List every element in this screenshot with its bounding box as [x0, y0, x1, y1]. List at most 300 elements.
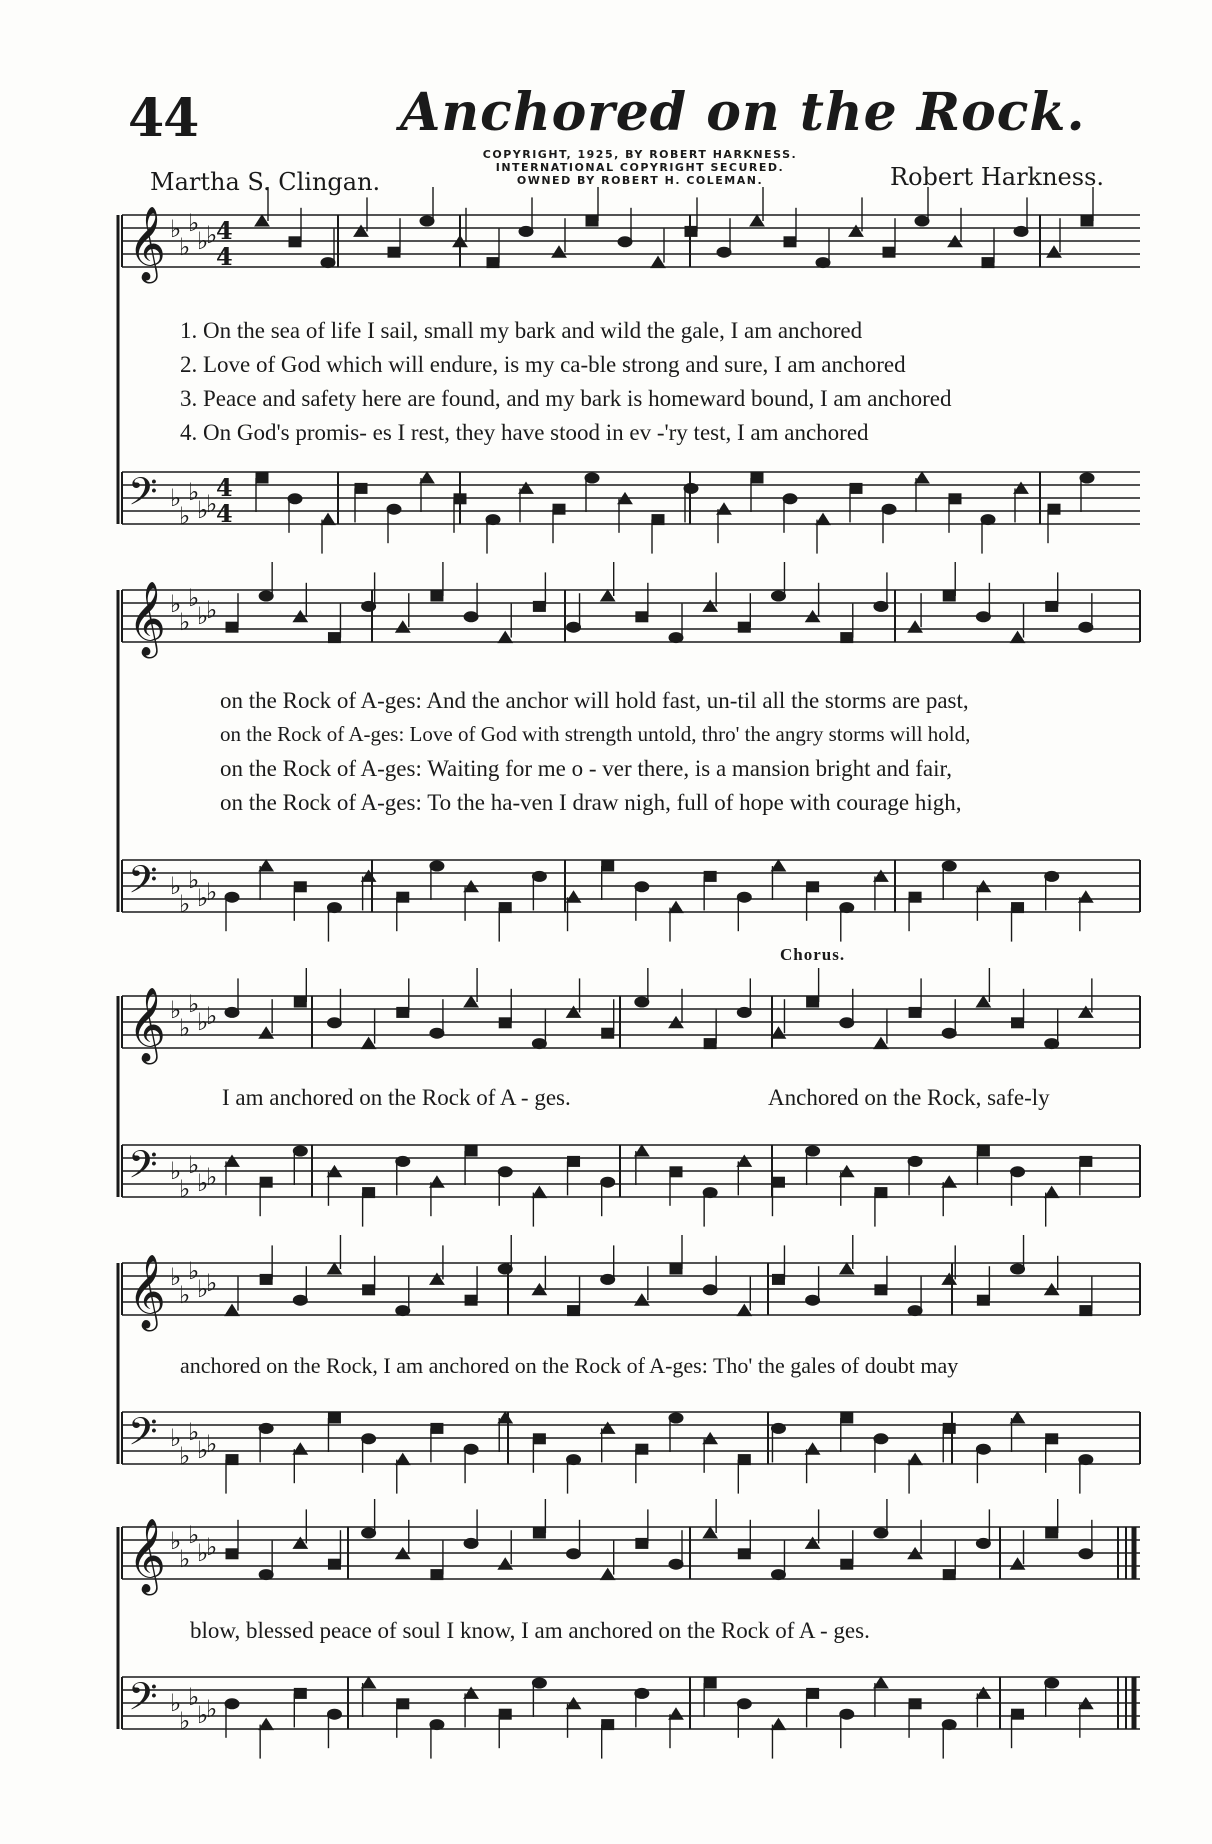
- note-head: [226, 1549, 238, 1559]
- note-head: [256, 473, 268, 483]
- flat-icon: ♭: [170, 1424, 182, 1452]
- note-head: [362, 870, 376, 881]
- note-head: [259, 1027, 273, 1038]
- note-head: [1079, 622, 1093, 632]
- note-head: [327, 1709, 341, 1719]
- note-head: [532, 1187, 546, 1198]
- note-head: [532, 1678, 546, 1688]
- note-head: [1080, 1306, 1092, 1316]
- note-head: [841, 1413, 853, 1423]
- note-head: [635, 882, 649, 892]
- note-head: [567, 1455, 581, 1465]
- note-head: [362, 1677, 376, 1688]
- flat-icon: ♭: [197, 602, 209, 630]
- note-head: [430, 861, 444, 871]
- note-head: [397, 892, 409, 902]
- flat-icon: ♭: [197, 1275, 209, 1303]
- note-head: [751, 473, 763, 483]
- verse-3-line-2: on the Rock of A-ges: Waiting for me o - ver there, is a mansion bright and fair,: [220, 756, 952, 781]
- flat-icon: ♭: [179, 502, 191, 530]
- note-head: [430, 1176, 444, 1187]
- verse-3-line-1: 3. Peace and safety here are found, and my bark is homeward bound, I am anchored: [180, 386, 952, 411]
- note-head: [430, 1028, 444, 1038]
- flat-icon: ♭: [206, 1002, 218, 1030]
- flat-icon: ♭: [188, 866, 200, 894]
- time-signature: 4: [216, 499, 233, 528]
- note-head: [293, 1146, 307, 1156]
- note-head: [519, 226, 533, 236]
- author: Martha S. Clingan.: [150, 168, 381, 196]
- note-head: [532, 1039, 546, 1049]
- note-head: [498, 1412, 512, 1423]
- note-head: [737, 1007, 751, 1017]
- note-head: [431, 1423, 443, 1433]
- verse-1-line-1: 1. On the sea of life I sail, small my bark and wild the gale, I am anchored: [180, 318, 863, 343]
- flat-icon: ♭: [206, 221, 218, 249]
- note-head: [567, 1006, 581, 1017]
- note-head: [420, 472, 434, 483]
- note-head: [772, 1177, 784, 1187]
- note-head: [328, 1413, 340, 1423]
- note-head: [771, 1423, 785, 1433]
- note-head: [487, 258, 499, 268]
- note-head: [586, 216, 598, 226]
- note-head: [750, 215, 764, 226]
- note-head: [976, 1687, 990, 1698]
- note-head: [704, 871, 716, 881]
- note-head: [552, 246, 566, 257]
- note-head: [981, 515, 995, 525]
- note-head: [226, 622, 238, 632]
- note-head: [909, 1699, 921, 1709]
- flat-icon: ♭: [197, 884, 209, 912]
- note-head: [465, 1146, 477, 1156]
- note-head: [737, 892, 751, 902]
- note-head: [806, 1146, 820, 1156]
- note-head: [875, 1285, 887, 1295]
- note-head: [669, 1708, 683, 1719]
- note-head: [397, 1007, 409, 1017]
- flat-icon: ♭: [188, 1418, 200, 1446]
- note-head: [293, 1537, 307, 1548]
- note-head: [225, 1699, 239, 1709]
- flat-icon: ♭: [188, 1521, 200, 1549]
- flat-icon: ♭: [179, 1545, 191, 1573]
- note-head: [396, 1306, 410, 1316]
- note-head: [840, 1018, 854, 1028]
- flat-icon: ♭: [179, 233, 191, 261]
- note-head: [1045, 1039, 1059, 1049]
- note-head: [431, 1570, 443, 1580]
- copyright-line: OWNED BY ROBERT H. COLEMAN.: [516, 174, 764, 187]
- treble-clef-icon: 𝄞: [128, 582, 166, 656]
- chorus-line-1: Anchored on the Rock, safe-ly: [768, 1085, 1050, 1110]
- note-head: [601, 1422, 615, 1433]
- note-head: [1080, 1156, 1092, 1166]
- note-head: [396, 621, 410, 632]
- note-head: [1011, 632, 1025, 643]
- note-head: [807, 997, 819, 1007]
- note-head: [737, 1155, 751, 1166]
- note-head: [1014, 482, 1028, 493]
- flat-icon: ♭: [206, 1533, 218, 1561]
- note-head: [685, 226, 697, 236]
- note-head: [464, 1444, 478, 1454]
- flat-icon: ♭: [188, 990, 200, 1018]
- note-head: [883, 247, 895, 257]
- flat-icon: ♭: [197, 1701, 209, 1729]
- note-head: [388, 247, 400, 257]
- note-head: [738, 1549, 750, 1559]
- note-head: [499, 903, 511, 913]
- note-head: [908, 621, 922, 632]
- note-head: [1048, 504, 1060, 514]
- note-head: [1045, 1187, 1059, 1198]
- note-head: [1046, 601, 1058, 611]
- note-head: [293, 1443, 307, 1454]
- note-head: [1011, 1558, 1025, 1569]
- note-head: [636, 612, 648, 622]
- time-signature: 4: [216, 216, 233, 245]
- note-head: [289, 237, 301, 247]
- note-head: [703, 1527, 717, 1538]
- note-head: [1080, 473, 1094, 483]
- note-head: [976, 1538, 990, 1548]
- note-head: [601, 1274, 615, 1284]
- note-head: [976, 1444, 990, 1454]
- flat-icon: ♭: [206, 596, 218, 624]
- note-head: [568, 1156, 580, 1166]
- note-head: [942, 1273, 956, 1284]
- note-head: [669, 1413, 683, 1423]
- note-head: [807, 1688, 819, 1698]
- note-head: [533, 1528, 545, 1538]
- treble-clef-icon: 𝄞: [128, 988, 166, 1062]
- note-head: [1079, 891, 1093, 902]
- note-head: [465, 1295, 477, 1305]
- treble-clef-icon: 𝄞: [128, 207, 166, 281]
- bass-clef-icon: 𝄢: [128, 1674, 158, 1728]
- flat-icon: ♭: [188, 1257, 200, 1285]
- note-head: [977, 1295, 989, 1305]
- note-head: [915, 472, 929, 483]
- note-head: [321, 514, 335, 525]
- flat-icon: ♭: [188, 1683, 200, 1711]
- flat-icon: ♭: [179, 1014, 191, 1042]
- note-head: [293, 1295, 307, 1305]
- note-head: [772, 1274, 784, 1284]
- note-head: [976, 996, 990, 1007]
- flat-icon: ♭: [197, 1169, 209, 1197]
- flat-icon: ♭: [206, 878, 218, 906]
- note-head: [464, 1538, 478, 1548]
- note-head: [259, 1719, 273, 1730]
- note-head: [226, 1455, 238, 1465]
- note-head: [738, 1455, 750, 1465]
- bass-clef-icon: 𝄢: [128, 1409, 158, 1463]
- verse-2-line-1: 2. Love of God which will endure, is my ca-ble strong and sure, I am anchored: [180, 352, 906, 377]
- note-head: [431, 591, 443, 601]
- note-head: [636, 1538, 648, 1548]
- flat-icon: ♭: [188, 209, 200, 237]
- flat-icon: ♭: [179, 1707, 191, 1735]
- note-head: [321, 258, 335, 268]
- note-head: [602, 1028, 614, 1038]
- note-head: [567, 1549, 581, 1559]
- note-head: [567, 891, 581, 902]
- flat-icon: ♭: [170, 996, 182, 1024]
- flat-icon: ♭: [179, 608, 191, 636]
- note-head: [771, 860, 785, 871]
- note-head: [669, 902, 683, 913]
- note-head: [355, 483, 367, 493]
- note-head: [635, 997, 649, 1007]
- note-head: [874, 1677, 888, 1688]
- note-head: [601, 1177, 615, 1187]
- note-head: [1079, 1549, 1093, 1559]
- note-head: [1045, 871, 1059, 881]
- note-head: [874, 870, 888, 881]
- note-head: [259, 1423, 273, 1433]
- note-head: [717, 503, 731, 514]
- note-head: [1079, 1006, 1093, 1017]
- note-head: [328, 633, 340, 643]
- note-head: [806, 1295, 820, 1305]
- note-head: [976, 612, 990, 622]
- note-head: [499, 1018, 511, 1028]
- bass-clef-icon: 𝄢: [128, 469, 158, 523]
- note-head: [849, 225, 863, 236]
- note-head: [498, 1264, 512, 1274]
- verse-1-line-2: on the Rock of A-ges: And the anchor will hold fast, un-til all the storms are past,: [220, 688, 969, 713]
- note-head: [1047, 246, 1061, 257]
- note-head: [396, 1156, 410, 1166]
- flat-icon: ♭: [170, 1527, 182, 1555]
- note-head: [908, 1306, 922, 1316]
- flat-icon: ♭: [188, 478, 200, 506]
- note-head: [737, 1305, 751, 1316]
- note-head: [816, 258, 830, 268]
- note-head: [684, 483, 698, 493]
- note-head: [703, 1285, 717, 1295]
- note-head: [943, 591, 955, 601]
- note-head: [908, 1156, 922, 1166]
- note-head: [737, 1699, 751, 1709]
- note-head: [840, 903, 854, 913]
- note-head: [363, 1188, 375, 1198]
- flat-icon: ♭: [197, 1539, 209, 1567]
- copyright-notice: [450, 148, 830, 187]
- flat-icon: ♭: [197, 227, 209, 255]
- chorus-line-3: blow, blessed peace of soul I know, I am anchored on the Rock of A - ges.: [190, 1618, 870, 1643]
- note-head: [1012, 1709, 1024, 1719]
- note-head: [225, 1155, 239, 1166]
- note-head: [882, 504, 896, 514]
- note-head: [464, 996, 478, 1007]
- note-head: [225, 892, 239, 902]
- note-head: [841, 1559, 853, 1569]
- note-head: [738, 622, 750, 632]
- copyright-line: COPYRIGHT, 1925, BY ROBERT HARKNESS.: [482, 148, 798, 161]
- note-head: [294, 882, 306, 892]
- note-head: [601, 1569, 615, 1580]
- note-head: [1014, 226, 1028, 236]
- note-head: [1012, 1018, 1024, 1028]
- note-head: [840, 1709, 854, 1719]
- note-head: [601, 590, 615, 601]
- note-head: [1079, 1455, 1093, 1465]
- note-head: [553, 504, 565, 514]
- note-head: [875, 1188, 887, 1198]
- note-head: [635, 1294, 649, 1305]
- note-head: [328, 1559, 340, 1569]
- note-head: [850, 483, 862, 493]
- note-head: [977, 1146, 989, 1156]
- flat-icon: ♭: [206, 1430, 218, 1458]
- note-head: [259, 860, 273, 871]
- note-head: [499, 1709, 511, 1719]
- hymn-title: Anchored on the Rock.: [400, 82, 1086, 143]
- note-head: [704, 1678, 716, 1688]
- flat-icon: ♭: [206, 1269, 218, 1297]
- note-head: [568, 1306, 580, 1316]
- note-head: [354, 225, 368, 236]
- note-head: [397, 1699, 409, 1709]
- flat-icon: ♭: [188, 1151, 200, 1179]
- note-head: [942, 1028, 956, 1038]
- note-head: [533, 601, 545, 611]
- note-head: [669, 633, 683, 643]
- hymn-number: 44: [128, 88, 199, 149]
- flat-icon: ♭: [170, 1157, 182, 1185]
- verse-4-line-2: on the Rock of A-ges: To the ha-ven I draw nigh, full of hope with courage high,: [220, 790, 962, 815]
- note-head: [703, 600, 717, 611]
- note-head: [670, 1167, 682, 1177]
- flat-icon: ♭: [170, 590, 182, 618]
- note-head: [362, 1528, 376, 1538]
- flat-icon: ♭: [179, 890, 191, 918]
- note-head: [387, 504, 401, 514]
- flat-icon: ♭: [197, 1008, 209, 1036]
- note-head: [618, 237, 632, 247]
- note-head: [771, 1719, 785, 1730]
- chorus-label: Chorus.: [780, 945, 846, 964]
- flat-icon: ♭: [170, 1263, 182, 1291]
- flat-icon: ♭: [179, 1175, 191, 1203]
- note-head: [806, 1537, 820, 1548]
- note-head: [602, 1720, 614, 1730]
- note-head: [1046, 1434, 1058, 1444]
- note-head: [464, 1687, 478, 1698]
- note-head: [909, 892, 921, 902]
- note-head: [430, 1273, 444, 1284]
- note-head: [949, 494, 961, 504]
- flat-icon: ♭: [170, 1689, 182, 1717]
- note-head: [602, 861, 614, 871]
- treble-clef-icon: 𝄞: [128, 1519, 166, 1593]
- note-head: [670, 1264, 682, 1274]
- refrain-line: I am anchored on the Rock of A - ges.: [222, 1085, 571, 1110]
- note-head: [942, 1176, 956, 1187]
- verse-2-line-2: on the Rock of A-ges: Love of God with strength untold, thro' the angry storms will hold,: [220, 722, 971, 746]
- flat-icon: ♭: [170, 215, 182, 243]
- note-head: [942, 861, 956, 871]
- note-head: [669, 1559, 683, 1569]
- note-head: [225, 1007, 239, 1017]
- note-head: [771, 1570, 785, 1580]
- chorus-line-2: anchored on the Rock, I am anchored on the Rock of A-ges: Tho' the gales of doubt may: [180, 1353, 959, 1378]
- verse-4-line-1: 4. On God's promis- es I rest, they have stood in ev -'ry test, I am anchored: [180, 420, 869, 445]
- note-head: [943, 1570, 955, 1580]
- bass-clef-icon: 𝄢: [128, 857, 158, 911]
- note-head: [454, 494, 466, 504]
- bass-clef-icon: 𝄢: [128, 1142, 158, 1196]
- note-head: [486, 515, 500, 525]
- note-head: [498, 1167, 512, 1177]
- note-head: [294, 1688, 306, 1698]
- note-head: [567, 622, 581, 632]
- note-head: [771, 591, 785, 601]
- note-head: [260, 1274, 272, 1284]
- note-head: [255, 215, 269, 226]
- note-head: [840, 1263, 854, 1274]
- note-head: [294, 997, 306, 1007]
- note-head: [327, 1018, 341, 1028]
- note-head: [498, 632, 512, 643]
- flat-icon: ♭: [206, 490, 218, 518]
- note-head: [874, 1434, 888, 1444]
- flat-icon: ♭: [179, 1442, 191, 1470]
- composer: Robert Harkness.: [890, 163, 1105, 191]
- note-head: [259, 1570, 273, 1580]
- note-head: [1045, 1678, 1059, 1688]
- note-head: [874, 601, 888, 611]
- note-head: [420, 216, 434, 226]
- time-signature: 4: [216, 242, 233, 271]
- note-head: [636, 1444, 648, 1454]
- note-head: [783, 494, 797, 504]
- flat-icon: ♭: [197, 496, 209, 524]
- note-head: [327, 903, 341, 913]
- note-head: [532, 871, 546, 881]
- note-head: [585, 473, 599, 483]
- note-head: [943, 1423, 955, 1433]
- note-head: [771, 1027, 785, 1038]
- note-head: [816, 514, 830, 525]
- note-head: [260, 1177, 272, 1187]
- copyright-line: INTERNATIONAL COPYRIGHT SECURED.: [495, 161, 785, 174]
- note-head: [909, 1007, 921, 1017]
- note-head: [1011, 1412, 1025, 1423]
- note-head: [396, 1454, 410, 1465]
- flat-icon: ♭: [170, 872, 182, 900]
- note-head: [464, 612, 478, 622]
- note-head: [1081, 216, 1093, 226]
- note-head: [327, 1263, 341, 1274]
- note-head: [915, 216, 929, 226]
- note-head: [362, 1434, 376, 1444]
- note-head: [363, 1285, 375, 1295]
- note-head: [1046, 1528, 1058, 1538]
- note-head: [259, 591, 273, 601]
- note-head: [635, 1688, 649, 1698]
- note-head: [703, 1188, 717, 1198]
- note-head: [225, 1305, 239, 1316]
- note-head: [519, 482, 533, 493]
- note-head: [784, 237, 796, 247]
- note-head: [362, 601, 376, 611]
- note-head: [288, 494, 302, 504]
